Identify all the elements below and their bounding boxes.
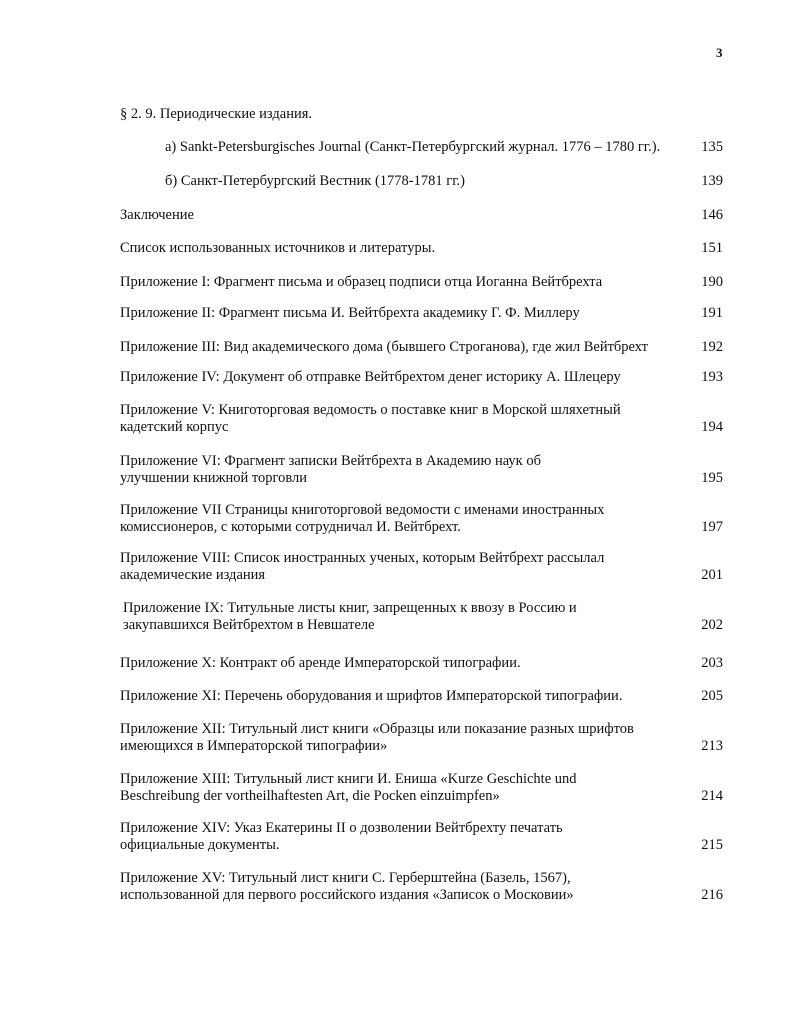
toc-entry-text: Приложение V: Книготорговая ведомость о поставке книг в Морской шляхетный кадетский корпус (120, 402, 621, 435)
toc-entry-text: Приложение XII: Титульный лист книги «Образцы или показание разных шрифтов имеющихся в Императорской типографии» (120, 721, 634, 754)
toc-entry-text: Приложение I: Фрагмент письма и образец подписи отца Иоганна Вейтбрехта (120, 274, 603, 290)
toc-entry-page: 216 (701, 887, 723, 903)
toc-entry-text: Приложение XIV: Указ Екатерины II о дозволении Вейтбрехту печатать официальные документы. (120, 820, 563, 853)
toc-entry-page: 194 (701, 419, 723, 435)
toc-entry-text: Приложение IX: Титульные листы книг, запрещенных к ввозу в Россию и закупавшихся Вейтбрехтом в Невшателе (123, 600, 577, 633)
toc-entry-page: 214 (701, 788, 723, 804)
toc-entry-page: 205 (701, 688, 723, 704)
toc-entry-page: 139 (701, 173, 723, 189)
toc-entry-page: 201 (701, 567, 723, 583)
toc-entry-page: 191 (701, 305, 723, 321)
toc-entry-page: 202 (701, 617, 723, 633)
toc-entry-page: 146 (701, 207, 723, 223)
toc-entry-page: 203 (701, 655, 723, 671)
toc-entry-page: 213 (701, 738, 723, 754)
toc-entry-text: Приложение VI: Фрагмент записки Вейтбрехта в Академию наук об улучшении книжной торговли (120, 453, 541, 486)
toc-entry-text: Приложение IV: Документ об отправке Вейтбрехтом денег историку А. Шлецеру (120, 369, 621, 385)
toc-entry-text: § 2. 9. Периодические издания. (120, 106, 313, 122)
toc-entry-text: а) Sankt-Petersburgisches Journal (Санкт-Петербургский журнал. 1776 – 1780 гг.). (165, 139, 661, 155)
toc-entry-text: б) Санкт-Петербургский Вестник (1778-1781 гг.) (165, 173, 465, 189)
toc-entry-text: Приложение II: Фрагмент письма И. Вейтбрехта академику Г. Ф. Миллеру (120, 305, 580, 321)
toc-entry-text: Приложение XI: Перечень оборудования и шрифтов Императорской типографии. (120, 688, 623, 704)
toc-entry-page: 215 (701, 837, 723, 853)
toc-entry-text: Список использованных источников и литературы. (120, 240, 436, 256)
toc-entry-page: 151 (701, 240, 723, 256)
toc-entry-text: Приложение XV: Титульный лист книги С. Герберштейна (Базель, 1567), использованной для первого российского издания «Записок о Московии» (120, 870, 574, 903)
toc-entry-page: 197 (701, 519, 723, 535)
toc-entry-page: 190 (701, 274, 723, 290)
toc-entry-text: Приложение III: Вид академического дома (бывшего Строганова), где жил Вейтбрехт (120, 339, 649, 355)
toc-entry-page: 195 (701, 470, 723, 486)
toc-entry-text: Приложение XIII: Титульный лист книги И. Ениша «Kurze Geschichte und Beschreibung der vortheilhaftesten Art, die Pocken einzuimpfen» (120, 771, 577, 804)
toc-entry-text: Приложение VIII: Список иностранных ученых, которым Вейтбрехт рассылал академические издания (120, 550, 605, 583)
toc-entry-text: Приложение VII Страницы книготорговой ведомости с именами иностранных комиссионеров, с которыми сотрудничал И. Вейтбрехт. (120, 502, 605, 535)
page-number: 3 (716, 45, 723, 60)
toc-entry-page: 135 (701, 139, 723, 155)
toc-entry-page: 192 (701, 339, 723, 355)
toc-entry-page: 193 (701, 369, 723, 385)
toc-entry-text: Приложение X: Контракт об аренде Императорской типографии. (120, 655, 521, 671)
toc-entry-text: Заключение (120, 207, 194, 223)
